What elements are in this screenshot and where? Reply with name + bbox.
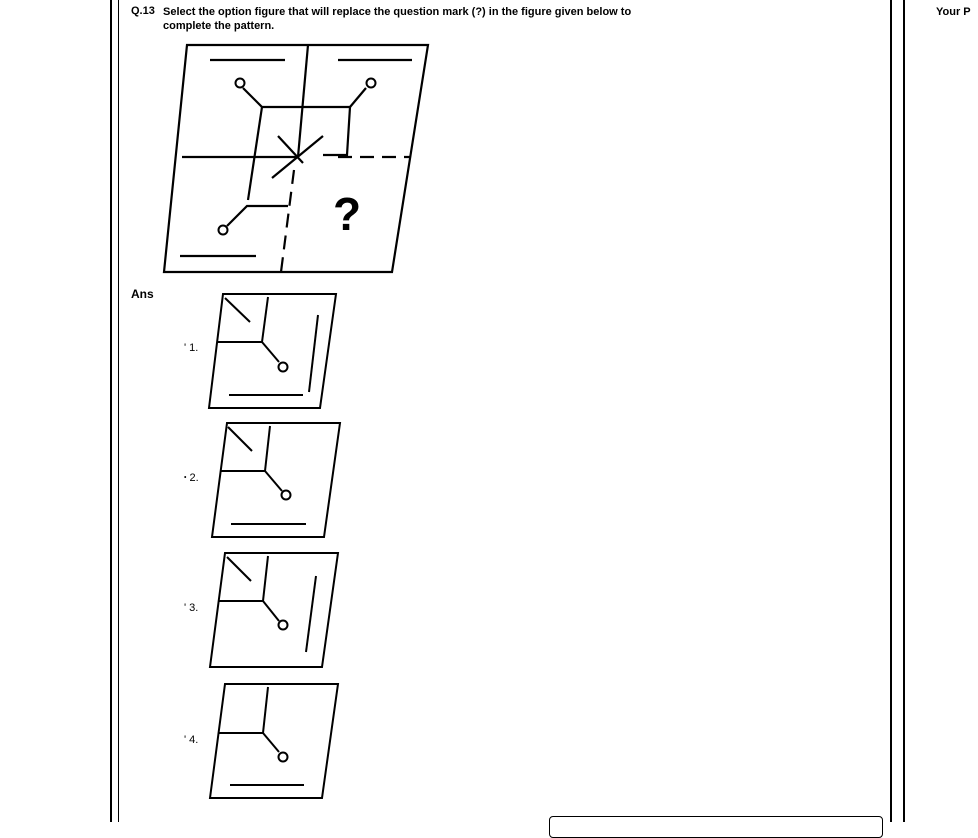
vertical-divider	[298, 45, 308, 157]
option-3-label[interactable]	[184, 602, 198, 614]
page-border-right-inner	[890, 0, 892, 822]
option-1-figure[interactable]	[205, 290, 345, 415]
option-number: 2.	[189, 472, 199, 484]
page-border-right-outer	[903, 0, 905, 822]
page-border-left-outer	[110, 0, 112, 822]
bottom-panel	[549, 816, 883, 838]
question-text: Select the option figure that will replace the question mark (?) in the figure given below to complete the pattern.	[163, 6, 632, 32]
option-number: 4.	[189, 734, 199, 746]
option-3-figure[interactable]	[205, 550, 345, 675]
option-marker: '	[184, 734, 187, 746]
option-marker: '	[184, 342, 187, 354]
side-panel-label: Your P	[936, 6, 971, 18]
node-top-left	[236, 79, 245, 88]
question-figure	[160, 40, 435, 275]
option-4-label[interactable]	[184, 734, 198, 746]
option-marker: •	[184, 474, 187, 482]
option-2-label[interactable]	[184, 472, 199, 484]
node-bottom-left	[219, 226, 228, 235]
question-mark: ?	[332, 188, 362, 240]
option-4-figure[interactable]	[205, 680, 345, 805]
option-2-figure[interactable]	[205, 420, 345, 545]
page-border-left-inner	[118, 0, 119, 822]
bottom-left-connector	[227, 206, 288, 226]
answer-label: Ans	[131, 287, 154, 301]
option-number: 3.	[189, 602, 199, 614]
option-marker: '	[184, 602, 187, 614]
option-number: 1.	[189, 342, 199, 354]
node-top-right	[367, 79, 376, 88]
question-number: Q.13	[131, 5, 155, 17]
option-1-label[interactable]	[184, 342, 198, 354]
